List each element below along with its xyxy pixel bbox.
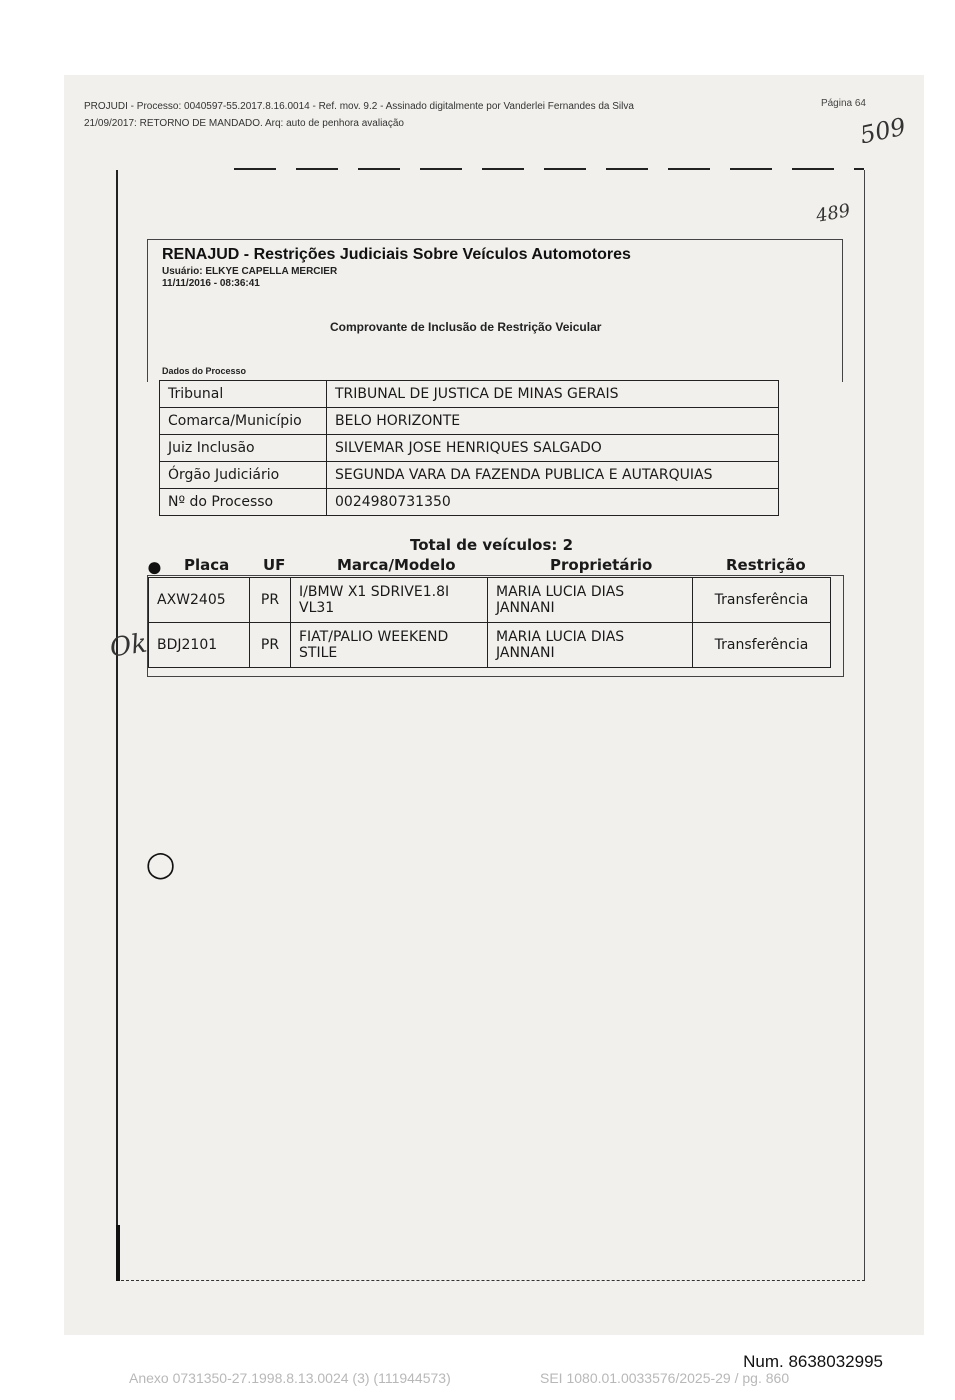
process-label: Comarca/Município: [160, 408, 327, 435]
header-line-1: PROJUDI - Processo: 0040597-55.2017.8.16.0014 - Ref. mov. 9.2 - Assinado digitalmente por Vanderlei Fernandes da Silva: [84, 101, 634, 112]
table-row: [160, 435, 779, 462]
header-line-2: 21/09/2017: RETORNO DE MANDADO. Arq: auto de penhora avaliação: [84, 118, 404, 129]
total-vehicles: Total de veículos: 2: [410, 536, 574, 554]
header-marca: Marca/Modelo: [337, 556, 456, 574]
header-placa: Placa: [184, 556, 230, 574]
marca-cell: FIAT/PALIO WEEKEND STILE: [291, 623, 488, 668]
restricao-cell: Transferência: [693, 623, 831, 668]
renajud-title: RENAJUD - Restrições Judiciais Sobre Veículos Automotores: [162, 246, 631, 263]
handwritten-number: 509: [857, 112, 909, 150]
dados-processo-label: Dados do Processo: [162, 366, 247, 376]
proprietario-cell: MARIA LUCIA DIAS JANNANI: [488, 623, 693, 668]
process-table: [159, 380, 779, 516]
table-row: [160, 408, 779, 435]
process-value: BELO HORIZONTE: [327, 408, 779, 435]
page-number: Página 64: [820, 98, 866, 109]
process-label: Órgão Judiciário: [160, 462, 327, 489]
table-row: [160, 489, 779, 516]
uf-cell: PR: [250, 578, 291, 623]
proprietario-cell: MARIA LUCIA DIAS JANNANI: [488, 578, 693, 623]
process-value: SEGUNDA VARA DA FAZENDA PUBLICA E AUTARQUIAS: [327, 462, 779, 489]
scanned-page: [64, 75, 924, 1335]
footer-anexo: Anexo 0731350-27.1998.8.13.0024 (3) (111944573): [129, 1370, 451, 1386]
header-proprietario: Proprietário: [550, 556, 653, 574]
comprovante-title: Comprovante de Inclusão de Restrição Veicular: [330, 320, 602, 334]
footer-num: Num. 8638032995: [743, 1352, 883, 1371]
handwritten-stamp-number: 489: [814, 200, 852, 227]
process-value: SILVEMAR JOSE HENRIQUES SALGADO: [327, 435, 779, 462]
renajud-datetime: 11/11/2016 - 08:36:41: [162, 278, 260, 289]
circle-mark-icon: ●: [146, 551, 163, 582]
process-value: 0024980731350: [327, 489, 779, 516]
table-row: [149, 623, 831, 668]
table-row: [149, 578, 831, 623]
process-value: TRIBUNAL DE JUSTICA DE MINAS GERAIS: [327, 381, 779, 408]
renajud-user: Usuário: ELKYE CAPELLA MERCIER: [162, 266, 338, 277]
header-uf: UF: [263, 556, 286, 574]
table-row: [160, 462, 779, 489]
placa-cell: BDJ2101: [149, 623, 250, 668]
handwritten-check-icon: Ok: [108, 628, 149, 664]
table-row: [160, 381, 779, 408]
process-label: Nº do Processo: [160, 489, 327, 516]
marca-cell: I/BMW X1 SDRIVE1.8I VL31: [291, 578, 488, 623]
vehicles-table: [148, 577, 831, 668]
hole-punch-icon: ◯: [146, 849, 176, 879]
placa-cell: AXW2405: [149, 578, 250, 623]
header-restricao: Restrição: [726, 556, 806, 574]
margin-bar: [116, 1225, 120, 1281]
uf-cell: PR: [250, 623, 291, 668]
renajud-box: [147, 239, 843, 382]
footer-sei: SEI 1080.01.0033576/2025-29 / pg. 860: [540, 1370, 790, 1386]
process-label: Tribunal: [160, 381, 327, 408]
restricao-cell: Transferência: [693, 578, 831, 623]
process-label: Juiz Inclusão: [160, 435, 327, 462]
